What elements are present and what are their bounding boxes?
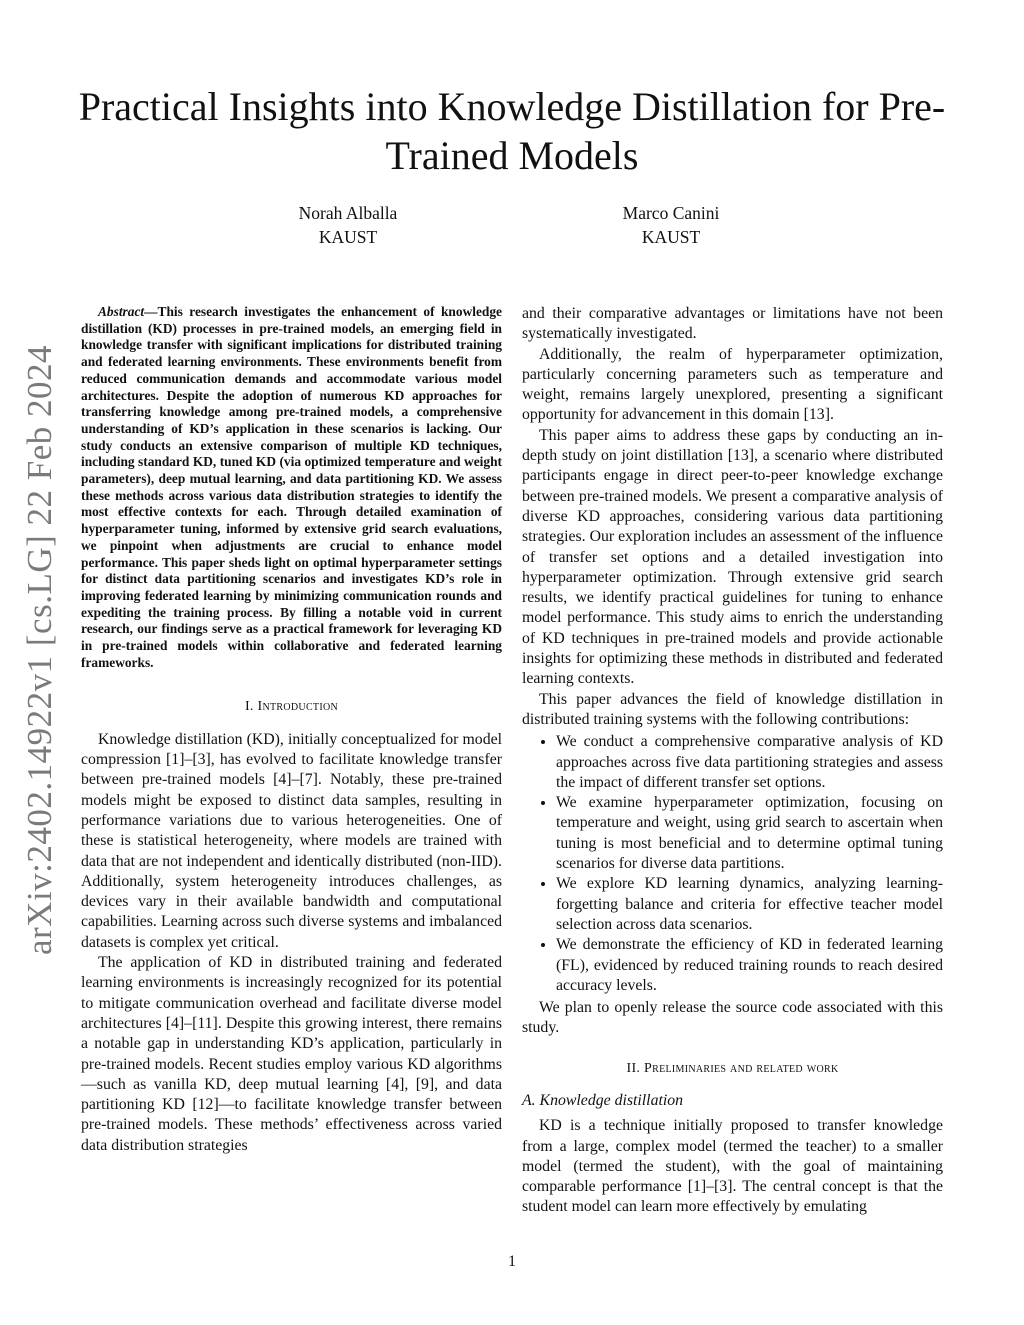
list-item: • We conduct a comprehensive comparative analysis of KD approaches across five data partitioning strategies and assess the impact of different transfer set options. <box>556 732 943 793</box>
paragraph: Additionally, the realm of hyperparameter optimization, particularly concerning parameters such as temperature and weight, remains largely unexplored, presenting a significant opportunity for advancement in this domain [13]. <box>522 345 943 424</box>
paragraph: We plan to openly release the source code associated with this study. <box>522 999 943 1037</box>
author-block-1 <box>218 201 478 249</box>
paragraph: This paper advances the field of knowledge distillation in distributed training systems with the following contributions: <box>522 690 943 728</box>
abstract-text: —This research investigates the enhancement of knowledge distillation (KD) processes in pre-trained models, an emerging field in knowledge transfer with significant implications for distributed training and federated learning environments. These environments benefit from reduced communication demands and accommodate various model architectures. Despite the adoption of numerous KD approaches for transferring knowledge among pre-trained models, a comprehensive understanding of KD’s application in these scenarios is lacking. Our study conducts an extensive comparison of multiple KD techniques, including standard KD, tuned KD (via optimized temperature and weight parameters), deep mutual learning, and data partitioning KD. We assess these methods across various data distribution strategies to identify the most effective contexts for each. Through detailed examination of hyperparameter tuning, informed by extensive grid search evaluations, we pinpoint when adjustments are crucial to enhance model performance. This paper sheds light on optimal hyperparameter settings for distinct data partitioning scenarios and investigates KD’s role in improving federated learning by minimizing communication rounds and expediting the training process. By filling a notable void in current research, our findings serve as a practical framework for leveraging KD in pre-trained models within collaborative and federated learning frameworks. <box>81 304 502 670</box>
section-heading: II. Preliminaries and related work <box>626 1060 839 1076</box>
author-name: Marco Canini <box>622 203 720 223</box>
list-item: • We explore KD learning dynamics, analyzing learning-forgetting balance and criteria for effective teacher model selection across data scenarios. <box>556 874 943 935</box>
author-name: Norah Alballa <box>298 203 398 223</box>
abstract-label: Abstract <box>98 304 145 319</box>
left-column <box>81 304 502 1156</box>
list-item: • We demonstrate the efficiency of KD in federated learning (FL), evidenced by reduced training rounds to reach desired accuracy levels. <box>556 935 943 996</box>
page-number: 1 <box>508 1253 516 1270</box>
paper-title: Practical Insights into Knowledge Distillation for Pre-Trained Models <box>78 84 946 178</box>
paragraph: KD is a technique initially proposed to transfer knowledge from a large, complex model (termed the teacher) to a smaller model (termed the student), with the goal of maintaining comparable performance [1]–[3]. The central concept is that the student model can learn more effectively by emulating <box>522 1117 943 1216</box>
paragraph: This paper aims to address these gaps by conducting an in-depth study on joint distillation [13], a scenario where distributed participants engage in direct peer-to-peer knowledge exchange between pre-trained models. We present a comparative analysis of diverse KD approaches, considering various data partitioning strategies. Our exploration includes an assessment of the influence of transfer set options and a detailed investigation into hyperparameter optimization. Through extensive grid search results, we identify practical guidelines for tuning to enhance model performance. This study aims to enrich the understanding of KD techniques in pre-trained models and provide actionable insights for optimizing these methods in distributed and federated learning contexts. <box>522 426 943 688</box>
subsection-heading: A. Knowledge distillation <box>522 1091 684 1109</box>
arxiv-identifier: arXiv:2402.14922v1 [cs.LG] 22 Feb 2024 <box>20 344 59 956</box>
author-block-2 <box>541 201 801 249</box>
author-affiliation: KAUST <box>318 227 378 247</box>
paragraph: The application of KD in distributed training and federated learning environments is increasingly recognized for its potential to mitigate communication overhead and facilitate diverse model architectures [4]–[11]. Despite this growing interest, there remains a notable gap in understanding KD’s application, particularly in pre-trained models. Recent studies employ various KD algorithms—such as vanilla KD, deep mutual learning [4], [9], and data partitioning KD [12]—to facilitate knowledge transfer between pre-trained models. These methods’ effectiveness across varied data distribution strategies <box>81 954 502 1154</box>
arxiv-sidebar <box>10 340 70 960</box>
contributions-list <box>522 732 943 996</box>
list-item: • We examine hyperparameter optimization, focusing on temperature and weight, using grid search to ascertain when tuning is most beneficial and to determine optimal tuning scenarios for diverse data partitions. <box>556 793 943 874</box>
author-affiliation: KAUST <box>641 227 701 247</box>
right-column <box>522 304 943 1218</box>
paragraph: Knowledge distillation (KD), initially conceptualized for model compression [1]–[3], has evolved to facilitate knowledge transfer between pre-trained models [4]–[7]. Notably, these pre-trained models might be exposed to distinct data samples, resulting in performance variations due to various heterogeneities. One of these is statistical heterogeneity, where models are trained with data that are not independent and identically distributed (non-IID). Additionally, system heterogeneity introduces challenges, as devices vary in their available bandwidth and computational capabilities. Learning across such diverse systems and imbalanced datasets is complex yet critical. <box>81 730 502 951</box>
paragraph: and their comparative advantages or limitations have not been systematically investigated. <box>522 305 943 343</box>
abstract <box>81 304 502 671</box>
section-heading: I. Introduction <box>244 699 339 715</box>
